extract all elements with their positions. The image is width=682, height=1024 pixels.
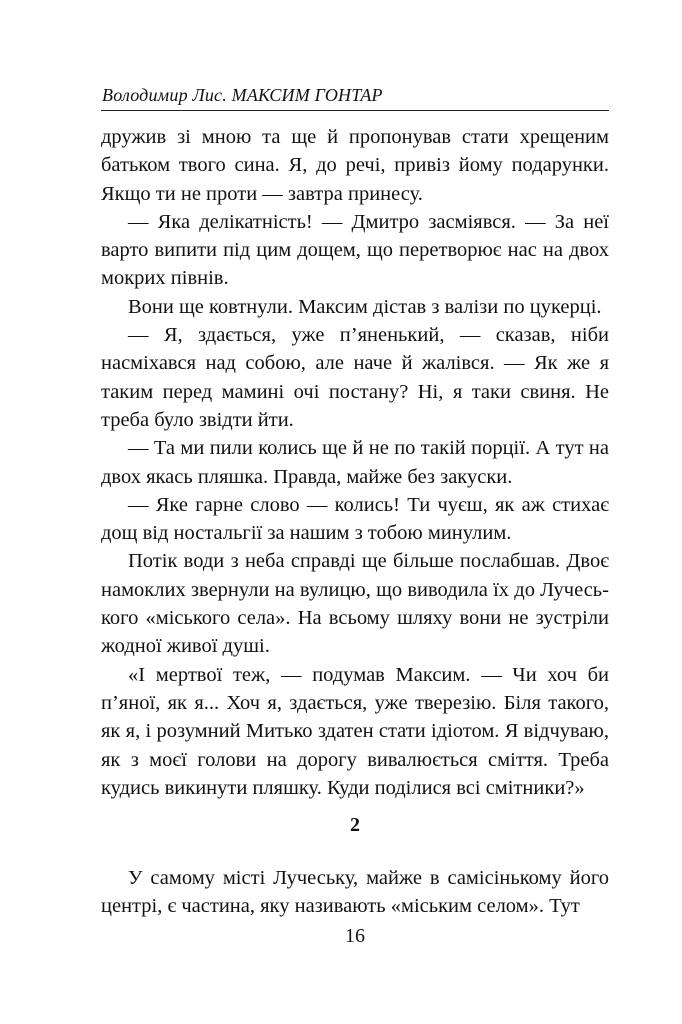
paragraph: У самому місті Лучеську, майже в самісінькому його центрі, є частина, яку називають «міським селом». Тут: [101, 867, 609, 918]
running-head: Володимир Лис. МАКСИМ ГОНТАР: [102, 85, 383, 105]
paragraph: — Та ми пили колись ще й не по такій порції. А тут на двох якась пляшка. Правда, майже без закуски.: [101, 437, 609, 488]
chapter-number: 2: [350, 814, 360, 836]
book-page: [101, 84, 609, 947]
page-number: 16: [345, 925, 365, 947]
paragraph: — Я, здається, уже п’яненький, — сказав, ніби насміхався над собою, але наче й жалівся. — Як же я таким перед мамині очі постану? Ні, я таки свиня. Не треба було звідти йти.: [101, 324, 609, 431]
main-text: [101, 123, 609, 802]
chapter-text: [101, 864, 609, 921]
paragraph: Вони ще ковтнули. Максим дістав з валізи по цукерці.: [128, 295, 602, 318]
header-rule: [101, 110, 609, 111]
paragraph: Потік води з неба справді ще більше послабшав. Двоє намоклих звернули на вулицю, що виводила їх до Лучеського «міського села». На всьому шляху вони не зустріли жодної живої душі.: [101, 550, 609, 658]
paragraph: — Яке гарне слово — колись! Ти чуєш, як аж стихає дощ від ностальгії за нашим з тобою минулим.: [101, 493, 609, 545]
paragraph: «І мертвої теж, — подумав Максим. — Чи хоч би п’яної, як я... Хоч я, здається, уже тверезію. Біля такого, як я, і розумний Митько здатен стати ідіотом. Я відчуваю, як з моєї голови на дорогу вивалюється сміття. Треба кудись викинути пляшку. Куди поділися всі смітники?»: [101, 663, 609, 799]
paragraph: дружив зі мною та ще й пропонував стати хрещеним батьком твого сина. Я, до речі, привіз йому подарунки. Якщо ти не проти — завтра принесу.: [101, 126, 609, 205]
paragraph: — Яка делікатність! — Дмитро засміявся. — За неї варто випити під цим дощем, що перетворює нас на двох мокрих півнів.: [101, 210, 609, 290]
